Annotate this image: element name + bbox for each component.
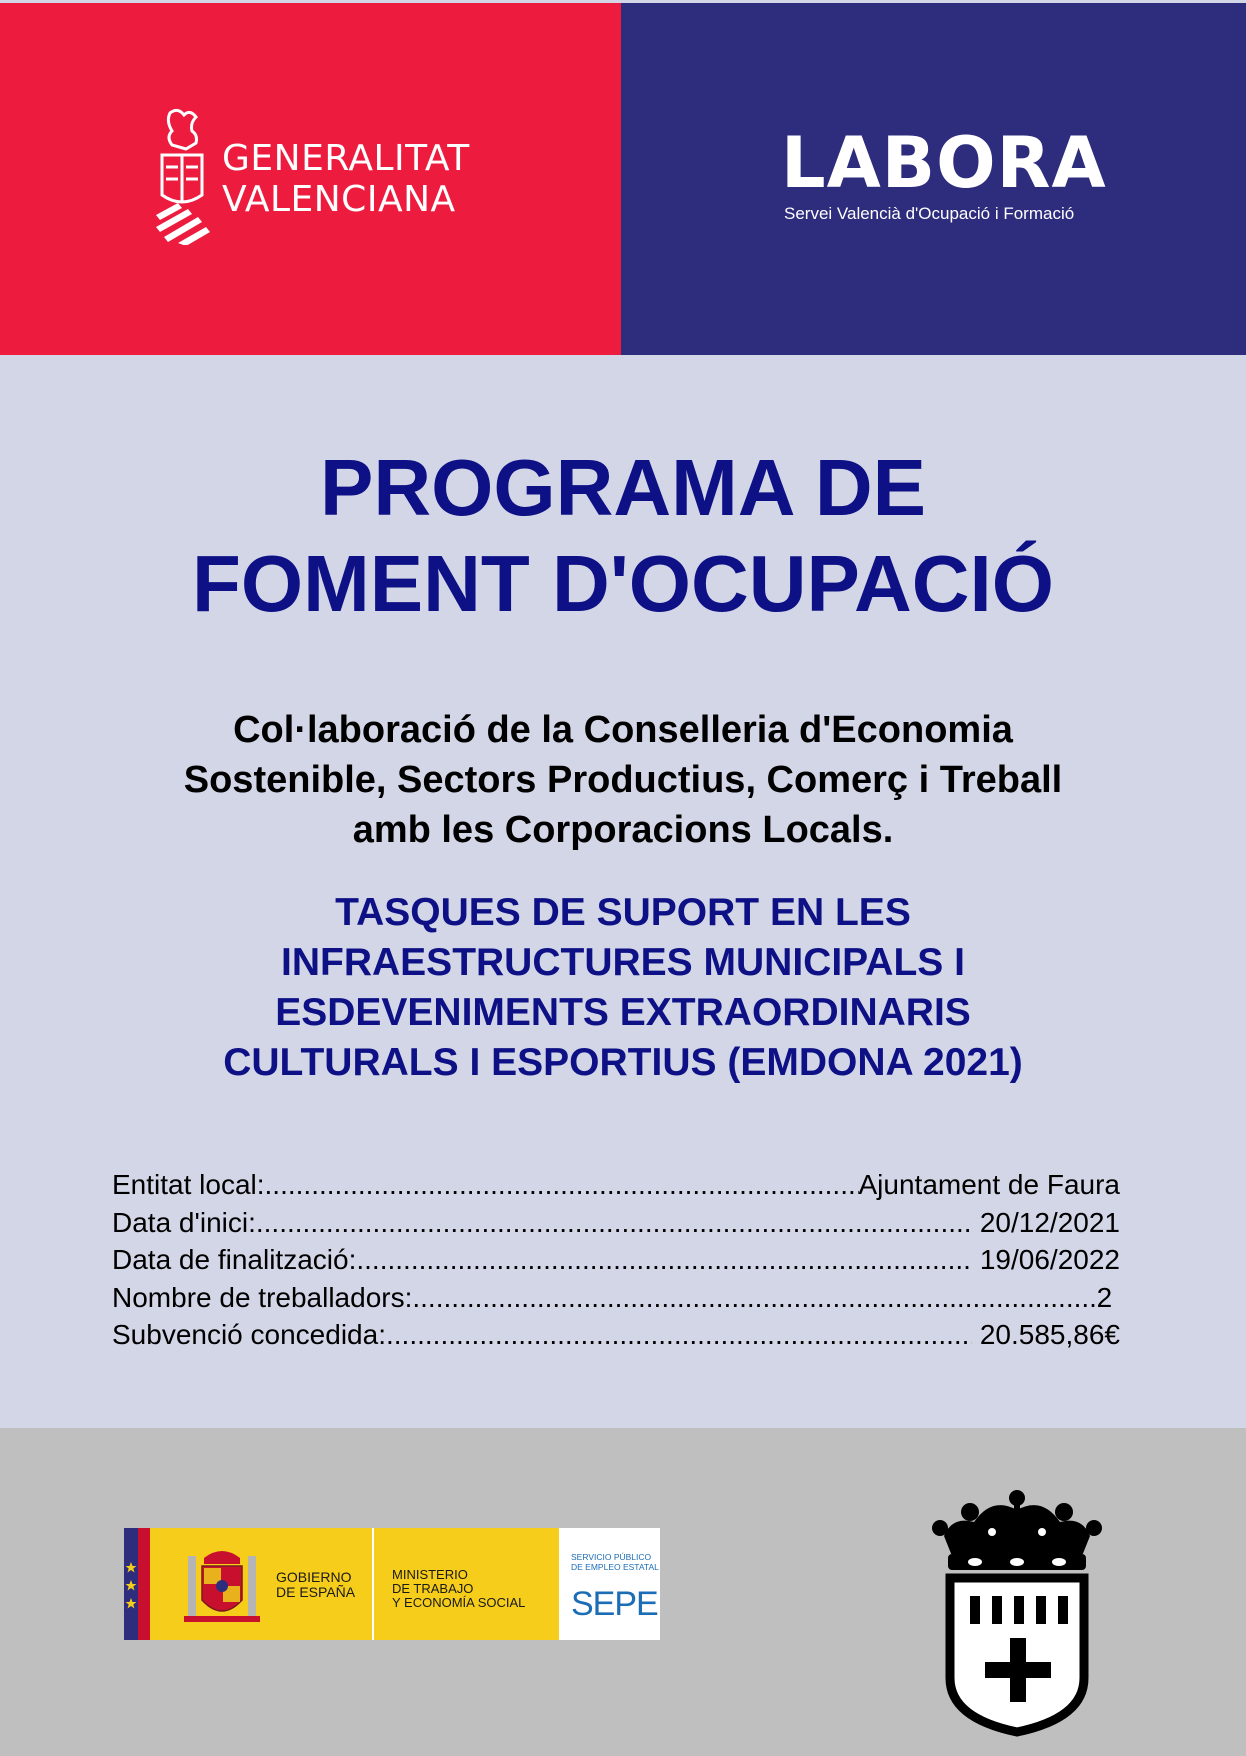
generalitat-panel (0, 3, 621, 355)
generalitat-logo (152, 107, 472, 247)
dot-leader (356, 1241, 972, 1279)
project-details (112, 1166, 1120, 1354)
project-line3: ESDEVENIMENTS EXTRAORDINARIS (275, 991, 971, 1034)
detail-value: 20.585,86€ (972, 1319, 1120, 1350)
program-title-line2: FOMENT D'OCUPACIÓ (192, 539, 1054, 628)
dot-leader (386, 1316, 972, 1354)
project-title (0, 888, 1246, 1088)
header-banner (0, 3, 1246, 355)
labora-wordmark: LABORA (781, 122, 1107, 204)
labora-panel (621, 3, 1246, 355)
detail-label: Subvenció concedida: (112, 1319, 386, 1350)
sepe-caption-line1: SERVICIO PÚBLICO (571, 1552, 652, 1562)
gobierno-text (276, 1570, 355, 1600)
ministerio-line2: DE TRABAJO (392, 1581, 474, 1596)
generalitat-emblem-icon (152, 107, 214, 245)
gobierno-line1: GOBIERNO (276, 1569, 352, 1585)
dot-leader (412, 1279, 1096, 1317)
gobierno-line2: DE ESPAÑA (276, 1584, 356, 1600)
detail-row-subsidy (112, 1316, 1120, 1354)
dot-leader (256, 1204, 972, 1242)
detail-label: Data de finalització: (112, 1244, 357, 1275)
detail-row-start-date (112, 1204, 1120, 1242)
footer-banner (0, 1428, 1246, 1756)
program-title (0, 440, 1246, 632)
detail-value: 19/06/2022 (972, 1244, 1120, 1275)
ministerio-line1: MINISTERIO (392, 1567, 468, 1582)
collaboration-line1: Col·laboració de la Conselleria d'Economia (233, 709, 1013, 751)
project-line1: TASQUES DE SUPORT EN LES (335, 891, 911, 934)
generalitat-line2: VALENCIANA (222, 179, 456, 220)
project-line2: INFRAESTRUCTURES MUNICIPALS I (281, 941, 965, 984)
detail-row-entity (112, 1166, 1120, 1204)
detail-label: Data d'inici: (112, 1206, 256, 1238)
gobierno-divider (372, 1528, 374, 1640)
collaboration-line3: amb les Corporacions Locals. (352, 809, 894, 851)
program-title-line1: PROGRAMA DE (320, 443, 926, 532)
generalitat-wordmark (222, 138, 470, 220)
dot-leader (265, 1166, 859, 1204)
project-line4: CULTURALS I ESPORTIUS (EMDONA 2021) (223, 1041, 1023, 1084)
faura-coat-of-arms-icon (930, 1488, 1104, 1738)
detail-value: Ajuntament de Faura (858, 1169, 1120, 1200)
generalitat-line1: GENERALITAT (222, 138, 470, 179)
sepe-wordmark: SEPE (571, 1585, 658, 1623)
detail-value: 20/12/2021 (972, 1206, 1120, 1238)
detail-label: Nombre de treballadors: (112, 1281, 413, 1313)
detail-value: 2 (1096, 1281, 1120, 1313)
labora-tagline: Servei Valencià d'Ocupació i Formació (784, 204, 1075, 223)
spain-coat-of-arms-icon (184, 1542, 260, 1626)
sepe-logo (559, 1528, 660, 1640)
labora-logo (781, 122, 1107, 225)
collaboration-text (0, 705, 1246, 855)
detail-row-end-date (112, 1241, 1120, 1279)
ministerio-line3: Y ECONOMÍA SOCIAL (392, 1595, 526, 1610)
collaboration-line2: Sostenible, Sectors Productius, Comerç i Treball (183, 759, 1063, 801)
sepe-caption-line2: DE EMPLEO ESTATAL (571, 1562, 659, 1572)
gobierno-sepe-logo (124, 1528, 660, 1640)
detail-row-workers (112, 1279, 1120, 1317)
detail-label: Entitat local: (112, 1169, 265, 1200)
sepe-caption (571, 1552, 659, 1572)
spain-flag-stripe-icon (124, 1528, 164, 1640)
ministerio-text (392, 1568, 525, 1610)
